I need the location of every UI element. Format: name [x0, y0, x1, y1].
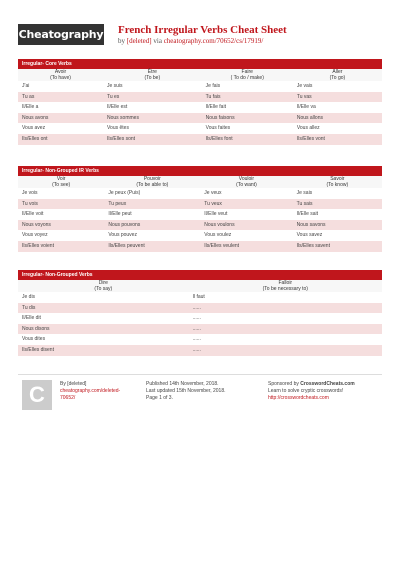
column-verb: Faire [241, 69, 253, 75]
table-cell: Tu fais [202, 92, 293, 103]
table-cell: ...... [189, 303, 382, 314]
table-row [18, 188, 382, 199]
table-row [18, 199, 382, 210]
table-cell: ...... [192, 315, 201, 322]
table-row [18, 81, 382, 92]
table-cell: Il faut [192, 294, 205, 300]
footer-sponsor [268, 381, 355, 402]
table-cell: Nous sommes [103, 113, 202, 124]
column-meaning: (To be able to) [136, 182, 169, 188]
column-meaning: ( To do / make) [230, 75, 264, 81]
sponsor-name[interactable]: CrosswordCheats.com [300, 381, 355, 387]
table-row [18, 230, 382, 241]
column-verb: Voir [56, 176, 66, 182]
column-meaning: (To see) [52, 182, 71, 188]
table-cell: Ils/Elles veulent [200, 241, 292, 252]
table-cell: ...... [189, 345, 382, 356]
published-date: Published 14th November, 2018. [146, 381, 219, 387]
table-cell: Vous allez [296, 125, 320, 132]
table-cell: Tu as [18, 92, 103, 103]
sponsor-tagline: Learn to solve cryptic crosswords! [268, 388, 344, 394]
page-footer [18, 374, 382, 413]
footer-dates [146, 381, 226, 402]
table-cell: Vous voyez [22, 232, 48, 239]
table-row [18, 345, 382, 356]
table-cell: Ils/Elles vont [293, 134, 382, 145]
table-cell: Il/Elle voit [22, 211, 44, 218]
section-core-verbs [18, 59, 382, 145]
table-cell: Nous disons [18, 324, 189, 335]
table-cell: Il/Elle veut [204, 211, 228, 218]
table-cell: Il/Elle est [106, 104, 128, 111]
table-cell: Tu vois [18, 199, 104, 210]
table-cell: Ils/Elles ont [18, 134, 103, 145]
page-title: French Irregular Verbs Cheat Sheet [118, 24, 287, 36]
table-row [18, 334, 382, 345]
verb-table [18, 69, 382, 145]
table-cell: Vous dites [22, 336, 46, 343]
table-cell: Je sais [296, 190, 313, 196]
table-row [18, 123, 382, 134]
column-verb: Vouloir [238, 176, 255, 182]
table-cell: Il/Elle peut [108, 211, 132, 218]
column-meaning: (To want) [236, 182, 257, 188]
table-cell: Vous pouvez [108, 232, 137, 239]
table-cell: ...... [189, 324, 382, 335]
verb-table [18, 280, 382, 356]
author-profile-link[interactable]: cheatography.com/deleted- [60, 388, 121, 394]
table-cell: Nous faisons [202, 113, 293, 124]
section-ir-verbs [18, 166, 382, 252]
table-cell: Nous avons [18, 113, 103, 124]
table-cell: Ils/Elles font [202, 134, 293, 145]
table-cell: Nous savons [293, 220, 382, 231]
page-count: Page 1 of 3. [146, 395, 173, 401]
table-row [18, 209, 382, 220]
table-cell: Vous faites [205, 125, 231, 132]
table-row [18, 220, 382, 231]
table-cell: Il/Elle dit [22, 315, 41, 322]
table-cell: Il/Elle va [296, 104, 316, 111]
column-verb: Dire [98, 280, 108, 286]
table-cell: Je suis [106, 83, 123, 89]
byline [118, 37, 263, 45]
column-meaning: (To be) [144, 75, 161, 81]
table-cell: Tu veux [200, 199, 292, 210]
table-cell: Vous avez [22, 125, 46, 132]
table-cell: ...... [192, 336, 201, 343]
table-cell: Nous allons [293, 113, 382, 124]
table-cell: Je veux [204, 190, 222, 196]
table-cell: Je fais [205, 83, 221, 89]
column-meaning: (To know) [326, 182, 349, 188]
author-profile-link-cont[interactable]: 70652/ [60, 395, 76, 401]
column-meaning: (To say) [94, 286, 113, 292]
table-cell: Il/Elle fait [205, 104, 226, 111]
column-verb: Être [147, 69, 157, 75]
table-row [18, 134, 382, 145]
table-cell: Tu peux [104, 199, 200, 210]
table-row [18, 102, 382, 113]
column-verb: Aller [332, 69, 343, 75]
section-title: Irregular- Core Verbs [18, 59, 382, 69]
table-cell: Je dis [22, 294, 36, 300]
table-row [18, 113, 382, 124]
table-cell: Ils/Elles savent [293, 241, 382, 252]
column-meaning: (To go) [329, 75, 346, 81]
table-row [18, 92, 382, 103]
column-meaning: (To have) [50, 75, 71, 81]
table-cell: Tu sais [293, 199, 382, 210]
table-row [18, 241, 382, 252]
column-meaning: (To be necessary to) [262, 286, 308, 292]
table-cell: Vous voulez [204, 232, 232, 239]
table-cell: Ils/Elles voient [18, 241, 104, 252]
section-non-grouped-verbs [18, 270, 382, 356]
table-cell: Tu es [103, 92, 202, 103]
table-cell: Je vais [296, 83, 313, 89]
sponsor-url-link[interactable]: http://crosswordcheats.com [268, 395, 329, 401]
table-cell: Je peux (Puis) [108, 190, 141, 196]
table-row [18, 324, 382, 335]
author-avatar: C [22, 380, 52, 410]
byline-prefix: by [118, 37, 127, 45]
verb-table [18, 176, 382, 252]
table-cell: Ils/Elles sont [103, 134, 202, 145]
table-cell: Nous pouvons [104, 220, 200, 231]
table-row [18, 313, 382, 324]
table-cell: Tu dis [18, 303, 189, 314]
footer-by: By [deleted] [60, 381, 87, 387]
table-cell: Ils/Elles disent [18, 345, 189, 356]
section-title: Irregular- Non-Grouped IR Verbs [18, 166, 382, 176]
table-cell: J'ai [22, 83, 30, 89]
table-cell: Nous voyons [18, 220, 104, 231]
table-cell: Il/Elle a [22, 104, 39, 111]
updated-date: Last updated 15th November, 2018. [146, 388, 226, 394]
table-cell: Tu vas [293, 92, 382, 103]
table-row [18, 292, 382, 303]
byline-via: via [151, 37, 164, 45]
sheet-url-link[interactable]: cheatography.com/70652/cs/17919/ [163, 37, 264, 45]
table-cell: Je vois [22, 190, 38, 196]
table-row [18, 303, 382, 314]
sponsor-prefix: Sponsored by [268, 381, 301, 387]
table-cell: Vous savez [296, 232, 323, 239]
column-verb: Savoir [330, 176, 345, 182]
page-header [0, 0, 400, 56]
cheatography-logo[interactable]: Cheatography [18, 24, 104, 45]
footer-author [60, 381, 120, 402]
column-verb: Avoir [54, 69, 67, 75]
column-verb: Falloir [278, 280, 293, 286]
table-cell: Nous voulons [200, 220, 292, 231]
table-cell: Il/Elle sait [296, 211, 319, 218]
table-cell: Vous êtes [106, 125, 129, 132]
table-cell: Ils/Elles peuvent [104, 241, 200, 252]
author-link[interactable]: [deleted] [126, 37, 152, 45]
column-verb: Pouvoir [143, 176, 161, 182]
sponsor-line [268, 381, 355, 388]
section-title: Irregular- Non-Grouped Verbs [18, 270, 382, 280]
